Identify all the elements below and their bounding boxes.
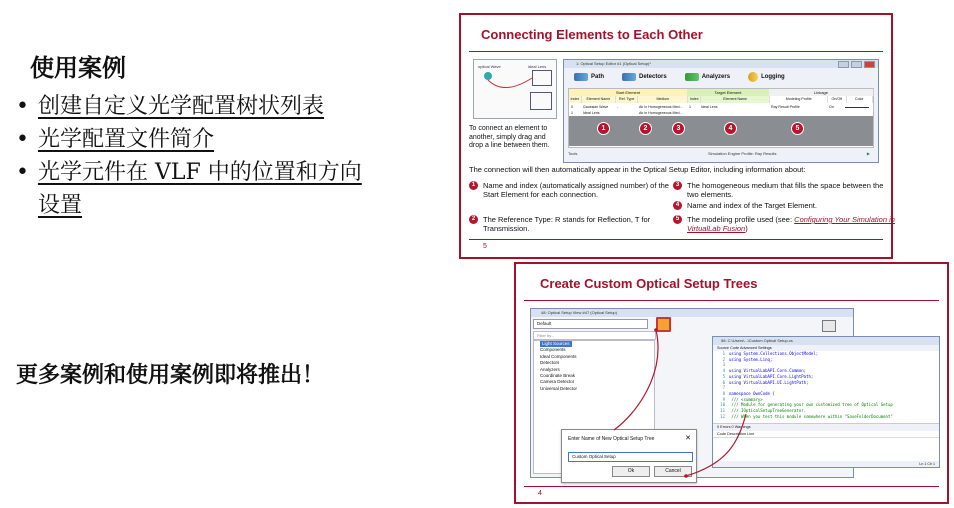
table-cell: 1 [571, 111, 573, 115]
list-item [673, 201, 897, 210]
tree-select[interactable]: Default [533, 319, 648, 329]
logging-icon [748, 72, 758, 82]
tree-item[interactable]: Coordinate Break [540, 373, 576, 379]
code-status: Ln 1 Ch 1 [713, 461, 939, 467]
window-title: 48: Optical Setup View #47 (Optical Setup) [531, 309, 853, 317]
path-icon [574, 73, 588, 81]
tab-label: Detectors [639, 74, 667, 80]
tab-label: Path [591, 74, 605, 80]
use-case-link-position[interactable]: 光学元件在 VLF 中的位置和方向设置 [38, 160, 362, 218]
line-number: 12 [720, 413, 725, 419]
diagram-label: ideal Lens [528, 64, 547, 69]
column-header: Modeling Profile [770, 96, 828, 103]
code-text: /// Module for generating your own customized tree of Optical Setup [729, 402, 893, 408]
configuring-simulation-link[interactable]: Configuring Your Simulation in VirtualLab Fusion [687, 215, 895, 233]
table-cell: Air in Homogeneous Med... [639, 105, 683, 109]
line-number: 10 [720, 402, 725, 408]
item-text: The Reference Type: R stands for Reflection, T for Transmission. [483, 215, 651, 233]
tab-label: Analyzers [701, 74, 731, 80]
list-item [673, 181, 897, 199]
coming-soon-text: 更多案例和使用案例即将推出！ [16, 362, 325, 388]
tree-item[interactable]: Detectors [540, 360, 560, 366]
column-header: On/Off [828, 96, 847, 103]
slide-thumbnail-custom-trees[interactable] [514, 262, 949, 504]
number-badge: 1 [469, 181, 478, 190]
code-text: namespace OwnCode { [729, 390, 775, 396]
list-item [469, 215, 679, 233]
connections-grid [568, 88, 874, 148]
window-controls [838, 61, 875, 68]
tree-item[interactable]: Analyzers [540, 366, 560, 372]
code-tabs[interactable]: Source Code Advanced Settings [713, 345, 939, 351]
path-tab[interactable] [574, 73, 604, 81]
property-box-icon [530, 92, 552, 110]
error-list-bar[interactable]: 0 Errors 0 Warnings [713, 423, 939, 431]
code-text: using System.Linq; [729, 356, 773, 362]
code-text: using VirtualLabAPI.UI.LightPath; [729, 379, 809, 385]
item-text: The modeling profile used (see: [687, 215, 795, 224]
tab-label: Logging [761, 74, 785, 80]
slide-title: Connecting Elements to Each Other [481, 27, 703, 42]
line-number: 7 [722, 385, 725, 391]
table-cell: On [829, 105, 834, 109]
status-right: Simulation Engine Profile: Ray Results [708, 151, 777, 156]
divider [469, 239, 883, 240]
group-header: Start Element [569, 89, 688, 96]
list-item [14, 90, 378, 123]
column-header: Ref. Type [616, 96, 638, 103]
status-left[interactable]: Tools [568, 151, 578, 156]
callout-arrows-icon [516, 264, 947, 502]
element-diagram [473, 59, 557, 119]
table-cell: - [617, 105, 619, 109]
group-header: Linkage [769, 89, 874, 96]
description-text: The connection will then automatically appear in the Optical Setup Editor, including information about: [469, 165, 806, 174]
column-header: Medium [638, 96, 688, 103]
number-badge: 2 [639, 122, 652, 135]
detector-icon [622, 73, 636, 81]
line-number: 8 [722, 390, 725, 396]
page-number: 5 [483, 243, 487, 250]
cancel-button[interactable]: Cancel [654, 466, 692, 477]
column-header: Index [688, 96, 701, 103]
line-number: 2 [722, 356, 725, 362]
color-swatch[interactable] [845, 104, 869, 108]
column-headers [569, 96, 873, 103]
number-badge: 5 [673, 215, 682, 224]
number-badge: 4 [724, 122, 737, 135]
item-text: Name and index of the Target Element. [687, 201, 817, 210]
number-badge: 5 [791, 122, 804, 135]
code-text: using VirtualLabAPI.Core.LightPath; [729, 373, 814, 379]
editor-toolbar [564, 68, 878, 86]
code-text: using System.Collections.ObjectModel; [729, 351, 819, 356]
number-badge: 3 [673, 181, 682, 190]
window-title: 1: Optical Setup Editor #1 (Optical Setup)* [564, 60, 878, 68]
tree-item[interactable]: Universal Detector [540, 385, 578, 391]
instruction-text: To connect an element to another, simply drag and drop a line between them. [469, 125, 550, 149]
list-item [14, 123, 378, 156]
analyzers-tab[interactable] [685, 73, 730, 81]
item-text: ) [745, 224, 748, 233]
analyzer-icon [685, 73, 699, 81]
code-text: /// <summary> [729, 396, 763, 402]
column-header: Color [847, 96, 873, 103]
optical-setup-editor-window [563, 59, 879, 163]
use-case-list [14, 90, 378, 222]
tree-item[interactable]: Ideal Components [540, 353, 577, 359]
logging-tab[interactable] [748, 72, 785, 82]
tree-item-label: Light Sources [542, 341, 570, 346]
section-heading: 使用案例 [30, 53, 126, 82]
list-item [673, 215, 897, 233]
code-text: using VirtualLabAPI.Core.Common; [729, 368, 807, 374]
slide-thumbnail-connecting[interactable] [459, 13, 893, 259]
number-badge: 3 [672, 122, 685, 135]
table-cell: Ray Result Profile [771, 105, 800, 109]
line-number: 11 [720, 408, 725, 414]
table-cell: Ideal Lens [701, 105, 718, 109]
close-icon[interactable] [864, 61, 875, 68]
page-number: 4 [538, 490, 542, 497]
highlight-band [569, 116, 873, 146]
item-text: Name and index (automatically assigned number) of the Start Element for each connection. [483, 181, 669, 199]
slide-title: Create Custom Optical Setup Trees [540, 276, 758, 291]
maximize-icon[interactable] [851, 61, 862, 68]
divider [469, 51, 883, 52]
code-text: /// When you test this module somewhere within "SaveFolderDocument" [729, 413, 893, 419]
line-number: 1 [722, 351, 725, 356]
ok-button[interactable]: Ok [612, 466, 650, 477]
column-header: Element Name [701, 96, 770, 103]
number-badge: 1 [597, 122, 610, 135]
detectors-tab[interactable] [622, 73, 667, 81]
table-cell: Ideal Lens [583, 111, 600, 115]
diagram-label: optical Wave [478, 64, 501, 69]
error-list-header: Code Description Line [713, 431, 939, 438]
table-cell: 1 [689, 105, 691, 109]
filter-input[interactable]: Filter by... [533, 331, 656, 340]
table-cell: Air in Homogeneous Med... [639, 111, 683, 115]
minimize-icon[interactable] [838, 61, 849, 68]
number-badge: 2 [469, 215, 478, 224]
divider [524, 486, 939, 487]
dialog-title: Enter Name of New Optical Setup Tree [568, 436, 655, 442]
window-title: 58: C:\Users\...\Custom Optical Setup.cs [713, 337, 939, 345]
line-number: 6 [722, 379, 725, 385]
line-number: 5 [722, 373, 725, 379]
use-case-link-profile[interactable]: 光学配置文件简介 [38, 127, 215, 152]
tree-name-input[interactable]: Custom Optical Setup [568, 452, 693, 462]
close-icon[interactable]: ✕ [685, 435, 691, 442]
number-badge: 4 [673, 201, 682, 210]
use-case-link-tree[interactable]: 创建自定义光学配置树状列表 [38, 94, 325, 119]
table-cell: 0 [571, 105, 573, 109]
status-bar [568, 151, 874, 159]
line-number: 4 [722, 368, 725, 374]
group-header: Target Element [687, 89, 770, 96]
table-cell: Gaussian Wave [583, 105, 609, 109]
item-text: The homogeneous medium that fills the space between the two elements. [687, 181, 884, 199]
column-header: Element Name [582, 96, 616, 103]
line-number: 3 [722, 362, 725, 368]
tree-item[interactable]: Camera Detector [540, 379, 575, 385]
list-item [14, 156, 378, 222]
line-number: 9 [722, 396, 725, 402]
code-text: /// IOpticalSetupTreeGenerator. [729, 408, 807, 414]
go-icon[interactable]: ▶ [866, 151, 870, 156]
column-header: Index [569, 96, 582, 103]
list-item [469, 181, 679, 199]
tree-item[interactable]: Components [540, 347, 566, 353]
